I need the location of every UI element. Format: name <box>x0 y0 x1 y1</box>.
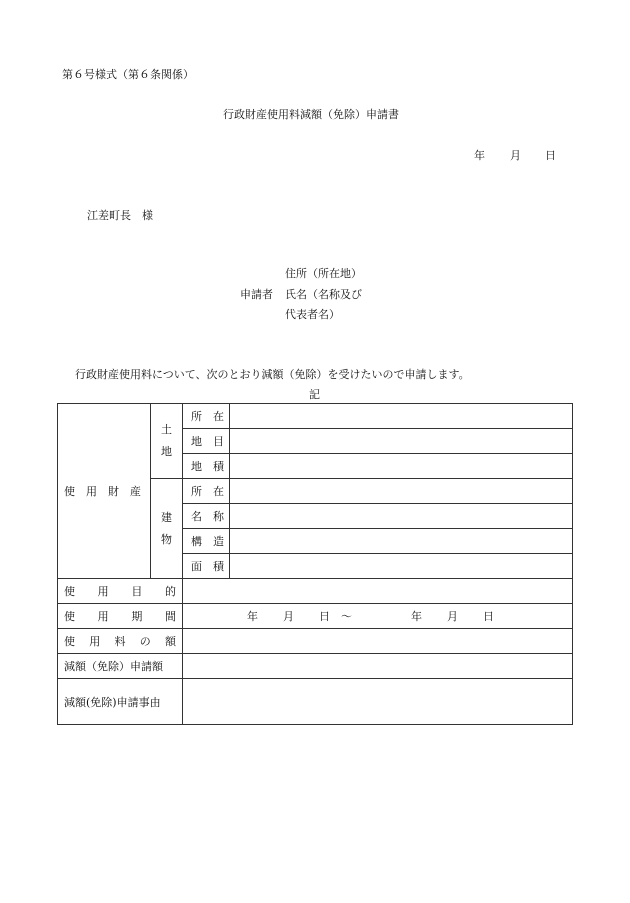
fee-field[interactable] <box>183 629 573 654</box>
application-statement: 行政財産使用料について、次のとおり減額（免除）を受けたいので申請します。 <box>75 368 470 381</box>
reduction-amount-field[interactable] <box>183 654 573 679</box>
building-location-field[interactable] <box>230 479 573 504</box>
land-area-field[interactable] <box>230 454 573 479</box>
period-start-day: 日 ～ <box>319 610 352 623</box>
period-end-year: 年 <box>411 610 422 623</box>
building-name-label: 名 称 <box>183 504 230 529</box>
representative-label: 代表者名） <box>285 308 340 321</box>
building-structure-label: 構 造 <box>183 529 230 554</box>
applicant-role-label: 申請者 <box>240 288 273 301</box>
reduction-reason-field[interactable] <box>183 679 573 725</box>
building-area-label: 面 積 <box>183 554 230 579</box>
land-area-label: 地 積 <box>183 454 230 479</box>
land-location-label: 所 在 <box>183 404 230 429</box>
application-table <box>57 403 573 725</box>
table-row <box>58 404 573 429</box>
date-day: 日 <box>545 149 556 162</box>
period-start-year: 年 <box>247 610 258 623</box>
period-end-day: 日 <box>483 610 494 623</box>
addressee: 江差町長 様 <box>87 209 153 222</box>
table-row <box>58 579 573 604</box>
reduction-amount-label: 減額（免除）申請額 <box>58 654 183 679</box>
table-row <box>58 629 573 654</box>
land-location-field[interactable] <box>230 404 573 429</box>
period-field[interactable] <box>183 604 573 629</box>
land-label: 土 地 <box>151 404 183 479</box>
building-area-field[interactable] <box>230 554 573 579</box>
land-category-field[interactable] <box>230 429 573 454</box>
building-label: 建 物 <box>151 479 183 579</box>
period-label: 使 用 期 間 <box>58 604 183 629</box>
period-end-month: 月 <box>447 610 458 623</box>
date-year: 年 <box>474 149 485 162</box>
purpose-label: 使 用 目 的 <box>58 579 183 604</box>
form-number: 第６号様式（第６条関係） <box>62 68 194 81</box>
table-row <box>58 604 573 629</box>
fee-label: 使 用 料 の 額 <box>58 629 183 654</box>
building-location-label: 所 在 <box>183 479 230 504</box>
date-month: 月 <box>510 149 521 162</box>
ki-label: 記 <box>309 388 320 401</box>
building-name-field[interactable] <box>230 504 573 529</box>
property-label: 使 用 財 産 <box>58 404 151 579</box>
building-structure-field[interactable] <box>230 529 573 554</box>
reduction-reason-label: 減額(免除)申請事由 <box>58 679 183 725</box>
address-label: 住所（所在地） <box>285 267 362 280</box>
table-row <box>58 679 573 725</box>
document-title: 行政財産使用料減額（免除）申請書 <box>223 108 399 121</box>
table-row <box>58 654 573 679</box>
land-category-label: 地 目 <box>183 429 230 454</box>
name-label: 氏名（名称及び <box>285 288 362 301</box>
purpose-field[interactable] <box>183 579 573 604</box>
period-start-month: 月 <box>283 610 294 623</box>
